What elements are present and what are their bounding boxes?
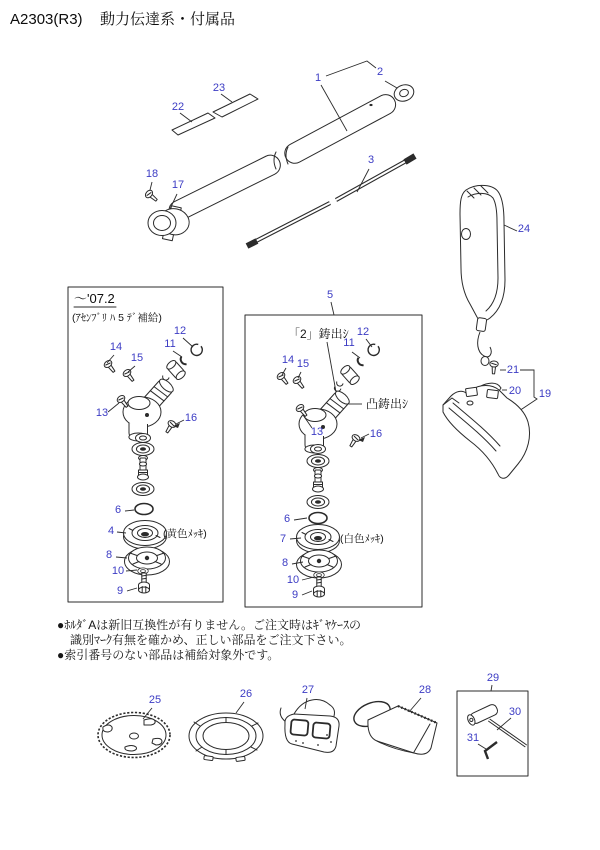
part-label-14: 14 (281, 354, 295, 366)
plating-note-yellow: (黄色ﾒｯｷ) (163, 528, 207, 540)
part-label-12: 12 (173, 325, 187, 337)
part-label-11: 11 (164, 338, 176, 350)
part-label-30: 30 (508, 706, 522, 718)
part-label-23: 23 (212, 82, 226, 94)
part-label-15: 15 (130, 352, 144, 364)
saw-blade (98, 713, 170, 758)
bracket-1-2 (326, 61, 376, 76)
cast-mark-note-top: 「2」鋳出ｼ (288, 327, 349, 341)
blade-cover (350, 697, 437, 755)
part-label-6: 6 (114, 504, 122, 516)
part-label-7: 7 (279, 533, 287, 545)
part-label-11: 11 (343, 337, 355, 349)
part-label-4: 4 (107, 525, 115, 537)
part-label-5: 5 (326, 289, 334, 301)
leader-27 (305, 698, 307, 709)
sticker-23 (213, 94, 258, 117)
part-label-12: 12 (356, 326, 370, 338)
part-label-29: 29 (486, 672, 500, 684)
part-label-9: 9 (116, 585, 124, 597)
part-label-17: 17 (171, 179, 185, 191)
plating-note-white: (白色ﾒｯｷ) (340, 533, 384, 545)
shoulder-strap (460, 185, 505, 365)
old-version-header: ～'07.2 (74, 291, 115, 306)
part-label-28: 28 (418, 684, 432, 696)
part-label-10: 10 (286, 574, 300, 586)
note-line-3: ●索引番号のない部品は補給対象外です。 (57, 648, 280, 662)
leader-30 (497, 718, 511, 730)
part-label-15: 15 (296, 358, 310, 370)
leader-2 (385, 81, 397, 88)
stabilizer-ring (189, 713, 263, 762)
leader-cast-top (327, 342, 336, 392)
page-title-code: A2303(R3) (10, 11, 83, 28)
sticker-22 (172, 113, 215, 135)
part-label-25: 25 (148, 694, 162, 706)
pipe-end-cap (392, 82, 416, 104)
part-label-9: 9 (291, 589, 299, 601)
part-label-2: 2 (376, 66, 384, 78)
part-label-16: 16 (184, 412, 198, 424)
hex-key (485, 742, 497, 759)
part-label-27: 27 (301, 684, 315, 696)
note-line-1: ●ﾎﾙﾀﾞAは新旧互換性が有りません。ご注文時はｷﾞﾔｹｰｽの (57, 618, 361, 632)
gearhead-assembly-right (276, 342, 382, 597)
safety-guard (443, 386, 530, 479)
page-title: 動力伝達系・付属品 (100, 11, 236, 28)
main-pipe (166, 91, 400, 224)
part-label-13: 13 (310, 426, 324, 438)
safety-goggles (280, 700, 339, 753)
part-label-8: 8 (281, 557, 289, 569)
part-label-20: 20 (508, 385, 522, 397)
part-label-3: 3 (367, 154, 375, 166)
leader-26 (236, 702, 244, 713)
part-label-21: 21 (506, 364, 520, 376)
part-label-8: 8 (105, 549, 113, 561)
part-label-19: 19 (538, 388, 552, 400)
part-label-16: 16 (369, 428, 383, 440)
leader-18 (150, 182, 152, 190)
leader-28 (409, 698, 421, 712)
part-label-22: 22 (171, 101, 185, 113)
part-label-6: 6 (283, 513, 291, 525)
leader-24 (504, 225, 517, 231)
part-label-1: 1 (314, 72, 322, 84)
old-version-subheader: (ｱｾﾝﾌﾞﾘ ﾊ 5 ﾃﾞ補給) (72, 312, 162, 324)
part-label-18: 18 (145, 168, 159, 180)
part-label-14: 14 (109, 341, 123, 353)
part-label-10: 10 (111, 565, 125, 577)
gearhead-assembly-left (103, 342, 205, 593)
part-label-24: 24 (517, 223, 531, 235)
leader-5 (331, 302, 334, 315)
guard-screw-21 (489, 361, 498, 374)
part-label-31: 31 (466, 732, 480, 744)
cast-mark-note-side: 凸鋳出ｼ (366, 397, 409, 411)
clamp-screw-18 (144, 189, 159, 204)
part-label-13: 13 (95, 407, 109, 419)
leader-29 (491, 685, 492, 691)
part-label-26: 26 (239, 688, 253, 700)
leader-31 (478, 744, 486, 749)
note-line-2: 識別ﾏｰｸ有無を確かめ、正しい部品をご注文下さい。 (70, 633, 352, 647)
